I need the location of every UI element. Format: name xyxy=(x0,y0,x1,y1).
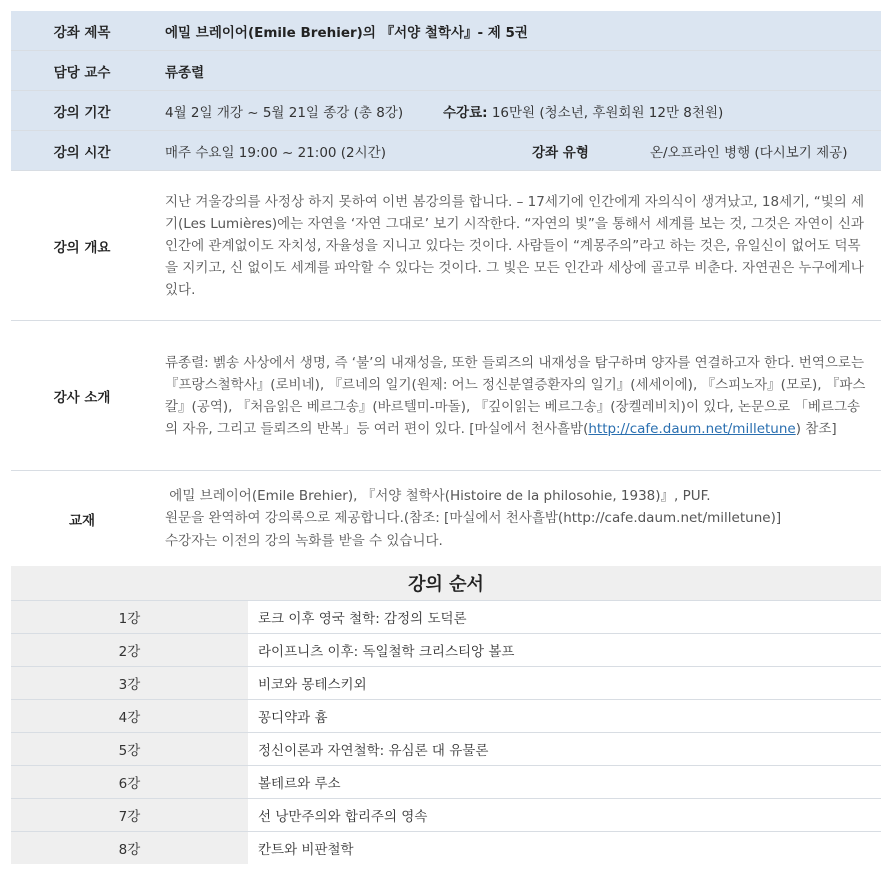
schedule-topic: 선 낭만주의와 합리주의 영속 xyxy=(258,809,428,825)
overview-text: 지난 겨울강의를 사정상 하지 못하여 이번 봄강의를 합니다. – 17세기에 인간에게 자의식이 생겨났고, 18세기, “빛의 세기(Les Lumières)에는 자연을 ‘자연 그대로’ 보기 시작한다. “자연의 빛”을 통해서 세계를 보는 것, 그것은 자연이 신과 인간에 관계없이도 자치성, 자율성을 지니고 있다는 것이다. 사람들이 “계몽주의”라고 하는 것은, 유일신이 없어도 덕목을 지키고, 신 없이도 세계를 파악할 수 있다는 것이다. 그 빛은 모든 인간과 세상에 골고루 비춘다. 자연권은 누구에게나 있다. xyxy=(165,193,865,298)
schedule-topic: 비코와 몽테스키외 xyxy=(258,677,367,693)
schedule-num: 7강 xyxy=(11,799,248,831)
fee-value: 16만원 (청소년, 후원회원 12만 8천원) xyxy=(487,104,724,121)
overview-row xyxy=(11,171,881,321)
instructor-text-end: ) 참조] xyxy=(795,420,837,437)
schedule-row xyxy=(11,600,881,633)
type-value: 온/오프라인 병행 (다시보기 제공) xyxy=(650,144,848,161)
schedule-topic: 꽁디약과 흄 xyxy=(258,710,328,726)
schedule-num: 2강 xyxy=(11,634,248,666)
schedule-row xyxy=(11,765,881,798)
instructor-row xyxy=(11,321,881,471)
schedule-num: 5강 xyxy=(11,733,248,765)
schedule-num: 6강 xyxy=(11,766,248,798)
textbook-label: 교재 xyxy=(68,512,96,529)
course-title-value: 에밀 브레이어(Emile Brehier)의 『서양 철학사』- 제 5권 xyxy=(165,24,528,41)
time-label: 강의 시간 xyxy=(53,144,111,161)
course-info-table xyxy=(11,11,881,864)
instructor-label: 강사 소개 xyxy=(53,389,111,406)
textbook-text-block xyxy=(165,485,789,553)
textbook-cell xyxy=(153,471,881,566)
overview-label: 강의 개요 xyxy=(53,239,111,256)
period-row xyxy=(11,91,881,131)
course-title-label: 강좌 제목 xyxy=(53,24,111,41)
schedule-topic: 정신이론과 자연철학: 유심론 대 유물론 xyxy=(258,743,489,759)
textbook-line-2: 원문을 완역하여 강의록으로 제공합니다.(참조: [마실에서 천사흘밤(http://cafe.daum.net/milletune)] xyxy=(165,510,782,527)
textbook-line-1: 에밀 브레이어(Emile Brehier), 『서양 철학사(Histoire de la philosohie, 1938)』, PUF. xyxy=(165,487,711,504)
time-value: 매주 수요일 19:00 ~ 21:00 (2시간) xyxy=(165,144,386,161)
period-label: 강의 기간 xyxy=(53,104,111,121)
schedule-num: 4강 xyxy=(11,700,248,732)
schedule-row xyxy=(11,666,881,699)
schedule-row xyxy=(11,699,881,732)
course-title-row xyxy=(11,11,881,51)
instructor-text-block xyxy=(165,352,881,440)
schedule-topic: 라이프니츠 이후: 독일철학 크리스티앙 볼프 xyxy=(258,644,515,660)
overview-cell xyxy=(153,171,881,320)
schedule-num: 8강 xyxy=(11,832,248,864)
schedule-num: 3강 xyxy=(11,667,248,699)
period-value: 4월 2일 개강 ~ 5월 21일 종강 (총 8강) xyxy=(165,104,404,121)
professor-value: 류종렬 xyxy=(165,64,205,81)
schedule-topic: 볼테르와 루소 xyxy=(258,776,341,792)
schedule-topic: 로크 이후 영국 철학: 감정의 도덕론 xyxy=(258,611,467,627)
textbook-row xyxy=(11,471,881,566)
instructor-cell xyxy=(153,321,881,470)
instructor-text: 류종렬: 벩송 사상에서 생명, 즉 ‘불’의 내재성을, 또한 들뢰즈의 내재성을 탐구하며 양자를 연결하고자 한다. 번역으로는 『프랑스철학사』(로비네), 『르네의 일기(원제: 어느 정신분열증환자의 일기』(세세이에), 『스피노자』(모로), 『파스칼』(공역), 『처음읽은 베르그송』(바르텔미-마돌), 『깊이읽는 베르그송』(장켈레비치)이 있다, 논문으로 「베르그송의 자유, 그리고 들뢰즈의 반복」등 여러 편이 있다. [마실에서 천사흘밤( xyxy=(165,354,866,437)
time-row xyxy=(11,131,881,171)
period-cell xyxy=(153,91,881,130)
textbook-line-3: 수강자는 이전의 강의 녹화를 받을 수 있습니다. xyxy=(165,532,443,549)
schedule-row xyxy=(11,831,881,864)
schedule-list xyxy=(11,600,881,864)
schedule-row xyxy=(11,798,881,831)
type-label: 강좌 유형 xyxy=(532,144,589,161)
schedule-topic: 칸트와 비판철학 xyxy=(258,842,354,858)
time-cell xyxy=(153,131,881,170)
schedule-row xyxy=(11,732,881,765)
cafe-link[interactable]: http://cafe.daum.net/milletune xyxy=(588,420,796,437)
schedule-row xyxy=(11,633,881,666)
professor-row xyxy=(11,51,881,91)
fee-label: 수강료: xyxy=(443,104,488,121)
schedule-num: 1강 xyxy=(11,601,248,633)
professor-label: 담당 교수 xyxy=(53,64,111,81)
schedule-title: 강의 순서 xyxy=(11,566,881,600)
